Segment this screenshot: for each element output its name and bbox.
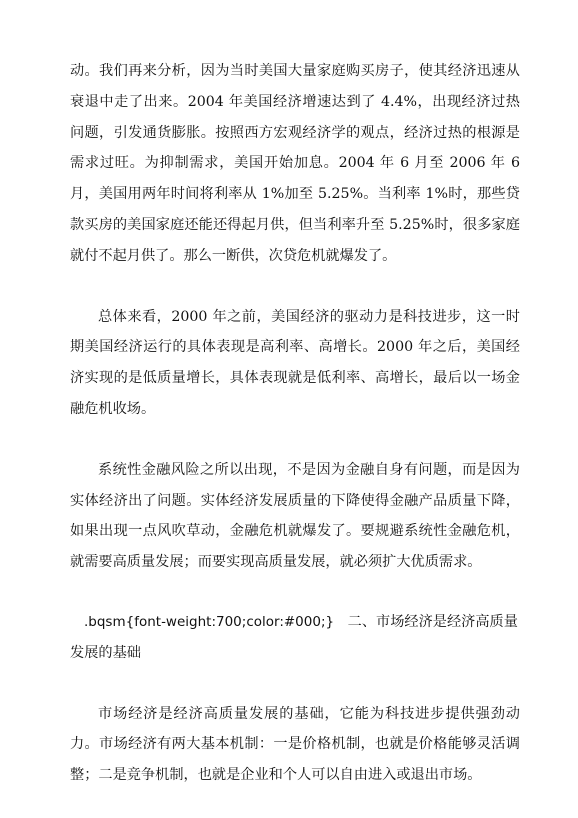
section-heading [70, 607, 520, 669]
paragraph-1: 动。我们再来分析，因为当时美国大量家庭购买房子，使其经济迅速从衰退中走了出来。2004 年美国经济增速达到了 4.4%，出现经济过热问题，引发通货膨胀。按照西方宏观经济学的观点，经济过热的根源是需求过旺。为抑制需求，美国开始加息。2004 年 6 月至 2006 年 6 月，美国用两年时间将利率从 1%加至 5.25%。当利率 1%时，那些贷款买房的美国家庭还能还得起月供，但当利率升至 5.25%时，很多家庭就付不起月供了。那么一断供，次贷危机就爆发了。 [70, 63, 520, 264]
heading-css-text: .bqsm{font-weight:700;color:#000;} [84, 613, 335, 630]
paragraph-3: 系统性金融风险之所以出现，不是因为金融自身有问题，而是因为实体经济出了问题。实体经济发展质量的下降使得金融产品质量下降，如果出现一点风吹草动，金融危机就爆发了。要规避系统性金融危机，就需要高质量发展；而要实现高质量发展，就必须扩大优质需求。 [70, 461, 520, 571]
heading-title: 二、市场经济是经济高质量发展的基础 [70, 613, 518, 661]
document-page [70, 56, 520, 791]
paragraph-2: 总体来看，2000 年之前，美国经济的驱动力是科技进步，这一时期美国经济运行的具体表现是高利率、高增长。2000 年之后，美国经济实现的是低质量增长，具体表现就是低利率、高增长，最后以一场金融危机收场。 [70, 308, 520, 417]
paragraph-4: 市场经济是经济高质量发展的基础，它能为科技进步提供强劲动力。市场经济有两大基本机制：一是价格机制，也就是价格能够灵活调整；二是竞争机制，也就是企业和个人可以自由进入或退出市场。 [70, 705, 520, 784]
